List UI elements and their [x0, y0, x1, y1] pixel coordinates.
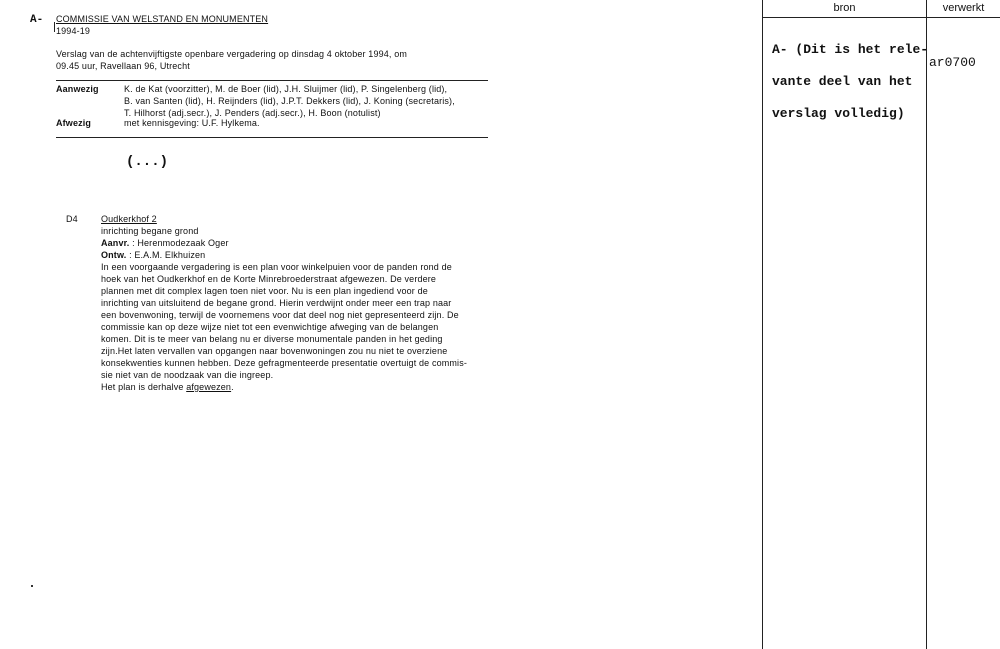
conclusion-suffix: .	[231, 382, 234, 392]
bron-note-line-3: verslag volledig)	[772, 106, 905, 121]
present-line: B. van Santen (lid), H. Reijnders (lid), J.P.T. Dekkers (lid), J. Koning (secretaris),	[124, 96, 455, 106]
bron-note	[772, 26, 928, 138]
bron-text: (Dit is het rele-	[795, 42, 929, 57]
attendance-present	[56, 83, 496, 119]
item-code: D4	[66, 214, 78, 224]
applicant-value: : Herenmodezaak Oger	[132, 238, 229, 248]
item-applicant	[101, 237, 501, 249]
present-line: K. de Kat (voorzitter), M. de Boer (lid), J.H. Sluijmer (lid), P. Singelenberg (lid),	[124, 84, 448, 94]
verwerkt-code: ar0700	[929, 55, 976, 70]
section-marker: A-	[30, 14, 44, 26]
divider-top	[56, 80, 488, 81]
item-designer	[101, 249, 501, 261]
present-label: Aanwezig	[56, 84, 99, 94]
designer-value: : E.A.M. Elkhuizen	[129, 250, 206, 260]
item-conclusion	[101, 381, 501, 393]
bron-marker: A-	[772, 42, 788, 57]
body-line: konsekwenties kunnen hebben. Deze gefragmenteerde presentatie overtuigt de commis-	[101, 358, 468, 368]
agenda-item	[101, 213, 501, 393]
body-line: inrichting van uitsluitend de begane grond. Hierin verdwijnt onder meer een trap naar	[101, 298, 452, 308]
omission-ellipsis: (...)	[126, 154, 169, 170]
divider-bottom	[56, 137, 488, 138]
margin-tick	[54, 22, 55, 32]
bron-note-line-1	[772, 42, 928, 58]
meeting-line-1: Verslag van de achtenvijftigste openbare vergadering op dinsdag 4 oktober 1994, om	[56, 49, 408, 59]
designer-label: Ontw.	[101, 250, 127, 260]
body-line: komen. Dit is te meer van belang nu er diverse monumentale panden in het geding	[101, 334, 443, 344]
attendance-absent	[56, 117, 496, 129]
absent-text: met kennisgeving: U.F. Hylkema.	[124, 118, 260, 128]
item-body	[101, 261, 501, 381]
column-header-bron: bron	[833, 2, 856, 14]
body-line: sie niet van de noodzaak van die ingreep.	[101, 370, 274, 380]
column-header-verwerkt: verwerkt	[942, 2, 985, 14]
item-subtitle: inrichting begane grond	[101, 226, 199, 236]
applicant-label: Aanvr.	[101, 238, 130, 248]
scan-speck	[31, 585, 33, 587]
item-title: Oudkerkhof 2	[101, 214, 157, 224]
document-title: COMMISSIE VAN WELSTAND EN MONUMENTEN	[56, 14, 269, 24]
body-line: In een voorgaande vergadering is een plan voor winkelpuien voor de panden rond de	[101, 262, 452, 272]
body-line: een bovenwoning, terwijl de voornemens voor dat deel nog niet gepresenteerd zijn. De	[101, 310, 459, 320]
conclusion-prefix: Het plan is derhalve	[101, 382, 187, 392]
meeting-line-2: 09.45 uur, Ravellaan 96, Utrecht	[56, 61, 190, 71]
bron-note-line-2: vante deel van het	[772, 74, 913, 89]
document-number: 1994-19	[56, 26, 91, 36]
present-line: T. Hilhorst (adj.secr.), J. Penders (adj.secr.), H. Boon (notulist)	[124, 108, 381, 118]
body-line: plannen met dit complex lagen toen niet voor. Nu is een plan ingediend voor de	[101, 286, 428, 296]
column-header-rule	[762, 17, 1000, 18]
body-line: commissie kan op deze wijze niet tot een evenwichtige afweging van de belangen	[101, 322, 439, 332]
column-border-left	[762, 0, 763, 649]
absent-label: Afwezig	[56, 118, 92, 128]
body-line: zijn.Het laten vervallen van opgangen naar bovenwoningen zou nu niet te overziene	[101, 346, 448, 356]
conclusion-word: afgewezen	[186, 382, 232, 392]
body-line: hoek van het Oudkerkhof en de Korte Minrebroederstraat afgewezen. De verdere	[101, 274, 437, 284]
